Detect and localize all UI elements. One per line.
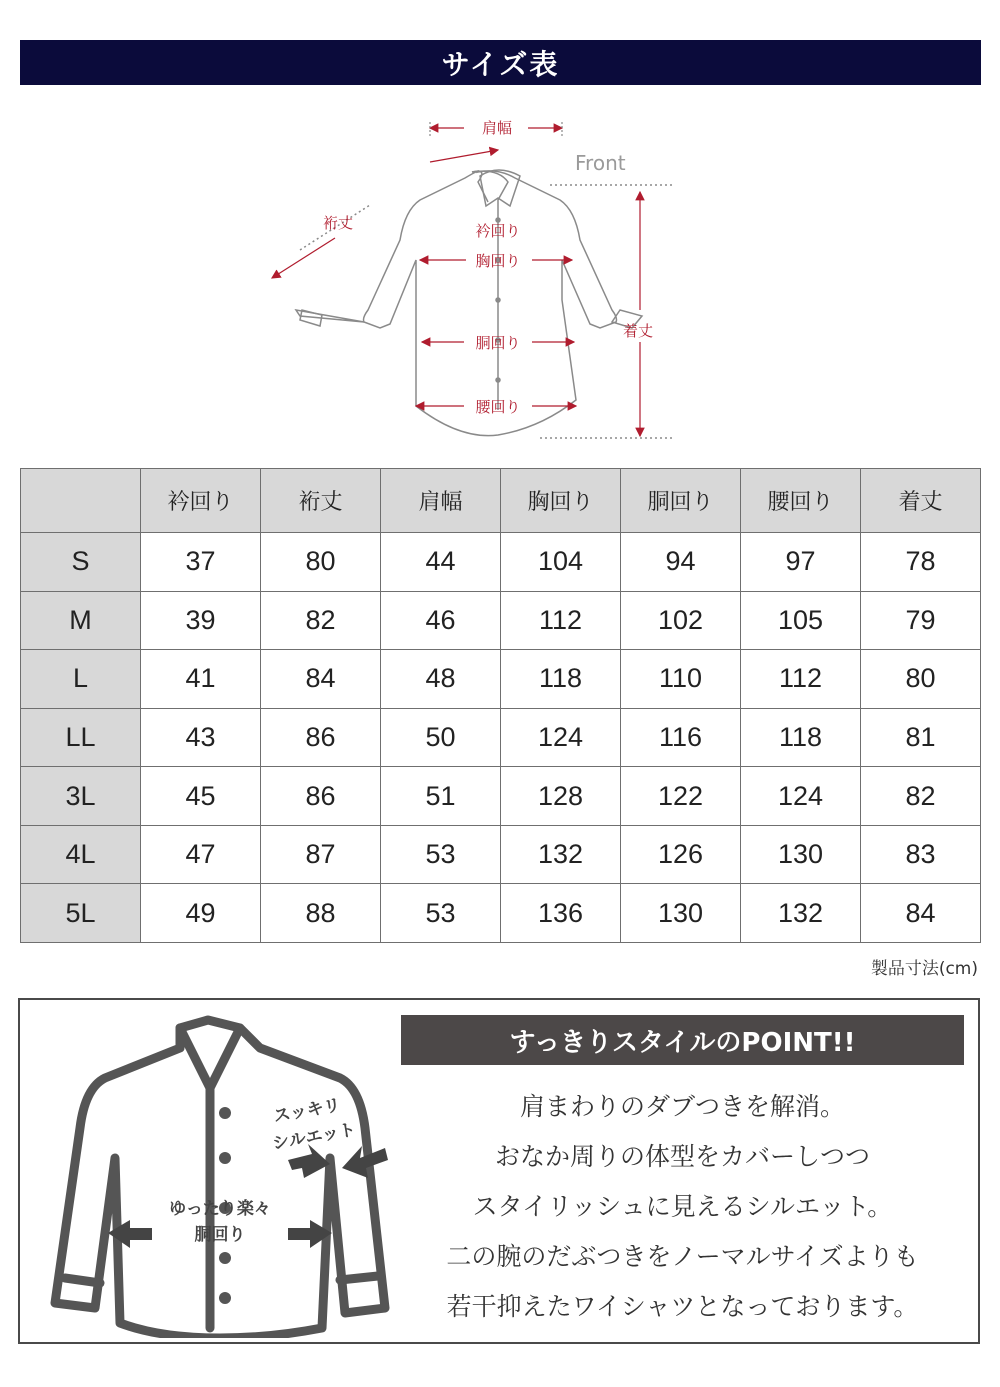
table-row [21, 591, 981, 650]
size-cell: LL [21, 708, 141, 767]
waist-label-2: 胴回り [194, 1225, 246, 1245]
point-line: 肩まわりのダブつきを解消。 [519, 1092, 845, 1121]
value-cell: 102 [621, 591, 741, 650]
size-cell: L [21, 650, 141, 709]
size-cell: 3L [21, 767, 141, 826]
column-header: 着丈 [861, 469, 981, 533]
value-cell: 88 [261, 884, 381, 943]
value-cell: 86 [261, 708, 381, 767]
value-cell: 49 [141, 884, 261, 943]
size-cell: 4L [21, 825, 141, 884]
value-cell: 132 [741, 884, 861, 943]
value-cell: 128 [501, 767, 621, 826]
shirt-measurement-diagram [240, 110, 700, 450]
value-cell: 124 [501, 708, 621, 767]
column-header: 胸回り [501, 469, 621, 533]
waist-label-1: ゆったり楽々 [169, 1199, 271, 1219]
size-cell: S [21, 533, 141, 592]
value-cell: 41 [141, 650, 261, 709]
value-cell: 136 [501, 884, 621, 943]
column-header: 裄丈 [261, 469, 381, 533]
value-cell: 45 [141, 767, 261, 826]
table-row [21, 825, 981, 884]
hem-label: 腰回り [475, 398, 521, 416]
value-cell: 80 [861, 650, 981, 709]
column-header: 腰回り [741, 469, 861, 533]
column-header: 胴回り [621, 469, 741, 533]
value-cell: 126 [621, 825, 741, 884]
value-cell: 47 [141, 825, 261, 884]
value-cell: 48 [381, 650, 501, 709]
value-cell: 81 [861, 708, 981, 767]
point-line: 若干抑えたワイシャツとなっております。 [446, 1292, 919, 1321]
size-cell: 5L [21, 884, 141, 943]
length-label: 着丈 [622, 322, 654, 340]
waist-label: 胴回り [475, 334, 521, 352]
page-title: サイズ表 [20, 40, 981, 85]
value-cell: 43 [141, 708, 261, 767]
value-cell: 39 [141, 591, 261, 650]
size-table [20, 468, 981, 943]
point-description [401, 1080, 964, 1330]
size-cell: M [21, 591, 141, 650]
value-cell: 82 [261, 591, 381, 650]
value-cell: 78 [861, 533, 981, 592]
slim-label-1: スッキリ [271, 1095, 343, 1127]
table-row [21, 884, 981, 943]
point-line: おなか周りの体型をカバーしつつ [494, 1142, 870, 1171]
value-cell: 46 [381, 591, 501, 650]
point-title: すっきりスタイルのPOINT!! [401, 1015, 964, 1065]
value-cell: 122 [621, 767, 741, 826]
value-cell: 118 [501, 650, 621, 709]
value-cell: 50 [381, 708, 501, 767]
value-cell: 130 [741, 825, 861, 884]
value-cell: 130 [621, 884, 741, 943]
value-cell: 53 [381, 825, 501, 884]
value-cell: 86 [261, 767, 381, 826]
value-cell: 37 [141, 533, 261, 592]
value-cell: 110 [621, 650, 741, 709]
shoulder-label: 肩幅 [481, 119, 513, 137]
value-cell: 104 [501, 533, 621, 592]
value-cell: 80 [261, 533, 381, 592]
table-row [21, 767, 981, 826]
shirt-front-drawing [240, 110, 700, 450]
table-row [21, 533, 981, 592]
front-label: Front [575, 151, 626, 175]
value-cell: 84 [261, 650, 381, 709]
value-cell: 87 [261, 825, 381, 884]
value-cell: 116 [621, 708, 741, 767]
value-cell: 79 [861, 591, 981, 650]
chest-label: 胸回り [475, 252, 521, 270]
table-row [21, 650, 981, 709]
point-section [18, 998, 980, 1344]
column-header: 肩幅 [381, 469, 501, 533]
column-header [21, 469, 141, 533]
value-cell: 94 [621, 533, 741, 592]
column-header: 衿回り [141, 469, 261, 533]
value-cell: 112 [741, 650, 861, 709]
value-cell: 82 [861, 767, 981, 826]
value-cell: 132 [501, 825, 621, 884]
value-cell: 83 [861, 825, 981, 884]
point-line: スタイリッシュに見えるシルエット。 [472, 1192, 893, 1221]
value-cell: 53 [381, 884, 501, 943]
value-cell: 84 [861, 884, 981, 943]
value-cell: 51 [381, 767, 501, 826]
point-line: 二の腕のだぶつきをノーマルサイズよりも [446, 1242, 919, 1271]
table-row [21, 708, 981, 767]
value-cell: 124 [741, 767, 861, 826]
value-cell: 118 [741, 708, 861, 767]
slim-label-2: シルエット [270, 1119, 358, 1155]
point-illustration [40, 1008, 390, 1338]
collar-label: 衿回り [475, 222, 521, 240]
table-header-row [21, 469, 981, 533]
value-cell: 97 [741, 533, 861, 592]
unit-note: 製品寸法(cm) [870, 959, 978, 979]
value-cell: 112 [501, 591, 621, 650]
value-cell: 105 [741, 591, 861, 650]
shirt-icon [40, 1008, 390, 1338]
sleeve-label: 裄丈 [322, 214, 354, 232]
value-cell: 44 [381, 533, 501, 592]
